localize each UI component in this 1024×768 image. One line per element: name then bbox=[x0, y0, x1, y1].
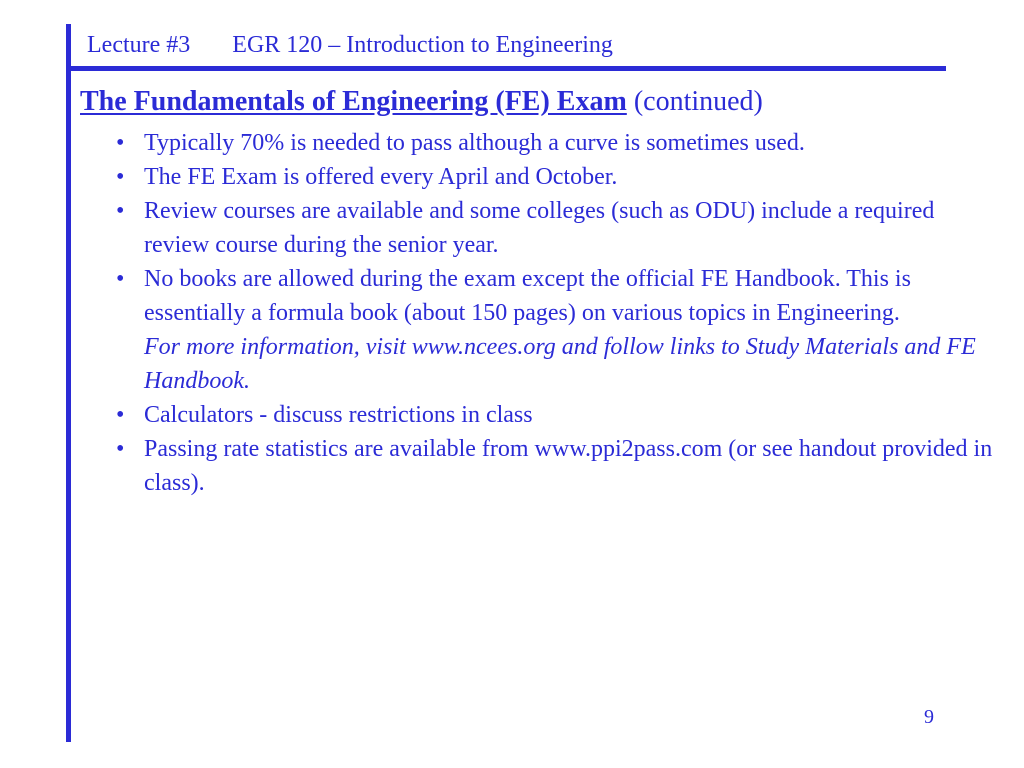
bullet-dot-icon: • bbox=[116, 198, 125, 224]
slide-header bbox=[87, 32, 613, 59]
header-horizontal-rule bbox=[66, 66, 946, 71]
bullet-item bbox=[114, 432, 994, 500]
bullet-item bbox=[114, 398, 994, 432]
left-vertical-rule bbox=[66, 24, 71, 742]
bullet-dot-icon: • bbox=[116, 130, 125, 156]
slide-title bbox=[80, 86, 763, 118]
bullet-item bbox=[114, 194, 994, 262]
bullet-item bbox=[114, 262, 994, 398]
bullet-list bbox=[114, 126, 994, 500]
bullet-text: Typically 70% is needed to pass although a curve is sometimes used. bbox=[144, 130, 805, 156]
bullet-text: Calculators - discuss restrictions in class bbox=[144, 402, 533, 428]
title-main: The Fundamentals of Engineering (FE) Exam bbox=[80, 86, 627, 117]
bullet-item bbox=[114, 160, 994, 194]
bullet-text: Passing rate statistics are available from www.ppi2pass.com (or see handout provided in class). bbox=[144, 436, 993, 496]
bullet-dot-icon: • bbox=[116, 164, 125, 190]
bullet-dot-icon: • bbox=[116, 402, 125, 428]
bullet-text: Review courses are available and some colleges (such as ODU) include a required review course during the senior year. bbox=[144, 198, 935, 258]
bullet-note: For more information, visit www.ncees.org and follow links to Study Materials and FE Handbook. bbox=[144, 334, 976, 394]
bullet-text: The FE Exam is offered every April and October. bbox=[144, 164, 618, 190]
course-title: EGR 120 – Introduction to Engineering bbox=[232, 32, 613, 58]
bullet-dot-icon: • bbox=[116, 266, 125, 292]
bullet-item bbox=[114, 126, 994, 160]
title-suffix: (continued) bbox=[633, 86, 763, 117]
lecture-label: Lecture #3 bbox=[87, 32, 191, 58]
bullet-text: No books are allowed during the exam except the official FE Handbook. This is essentially a formula book (about 150 pages) on various topics in Engineering. bbox=[144, 266, 911, 326]
page-number: 9 bbox=[924, 706, 934, 728]
bullet-dot-icon: • bbox=[116, 436, 125, 462]
